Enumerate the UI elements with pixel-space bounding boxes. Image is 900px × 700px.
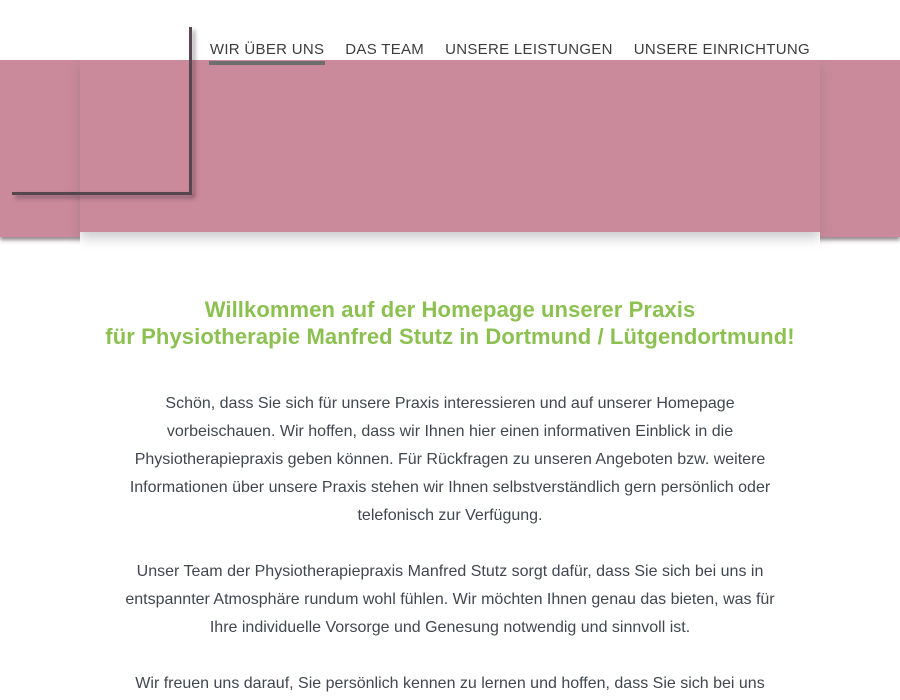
- header-banner: [80, 60, 820, 232]
- nav-item-wir-ueber-uns[interactable]: WIR ÜBER UNS: [209, 41, 325, 58]
- content-column: [80, 60, 820, 700]
- nav-item-unsere-leistungen[interactable]: UNSERE LEISTUNGEN: [445, 41, 613, 58]
- intro-paragraph-3: Wir freuen uns darauf, Sie persönlich kennen zu lernen und hoffen, dass Sie sich bei uns: [135, 675, 765, 692]
- intro-paragraph-2: Unser Team der Physiotherapiepraxis Manfred Stutz sorgt dafür, dass Sie sich bei uns in entspannter Atmosphäre rundum wohl fühlen. Wir möchten Ihnen genau das bieten, was für Ihre individuelle Vorsorge und Genesung notwendig und sinnvoll ist.: [125, 563, 775, 636]
- main-navigation: [210, 40, 810, 60]
- top-bar: [0, 0, 900, 60]
- main-content: [80, 232, 820, 698]
- intro-text: [112, 390, 788, 698]
- intro-paragraph-1: Schön, dass Sie sich für unsere Praxis interessieren und auf unserer Homepage vorbeischauen. Wir hoffen, dass wir Ihnen hier einen informativen Einblick in die Physiotherapiepraxis geben können. Für Rückfragen zu unseren Angeboten bzw. weitere Informationen über unsere Praxis stehen wir Ihnen selbstverständlich gern persönlich oder telefonisch zur Verfügung.: [129, 395, 771, 524]
- page-title-line2: für Physiotherapie Manfred Stutz in Dortmund / Lütgendortmund!: [105, 324, 795, 349]
- page-title: [80, 296, 820, 350]
- nav-item-unsere-einrichtung[interactable]: UNSERE EINRICHTUNG: [633, 41, 810, 58]
- nav-item-das-team[interactable]: DAS TEAM: [345, 41, 425, 58]
- page-title-line1: Willkommen auf der Homepage unserer Praxis: [204, 297, 696, 322]
